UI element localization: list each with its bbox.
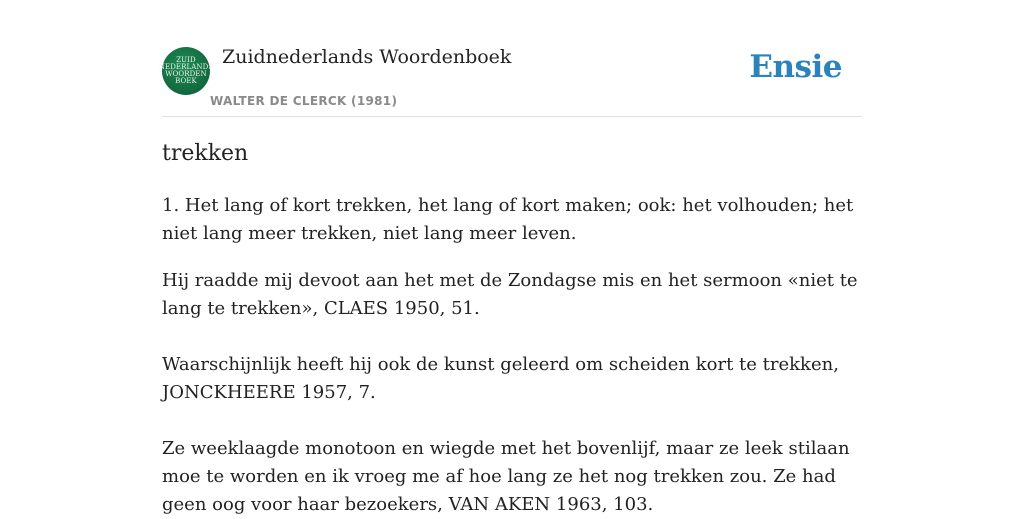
logo-line: WOORDEN <box>165 70 207 78</box>
entry-example: Ze weeklaagde monotoon en wiegde met het bovenlijf, maar ze leek stilaan moe te worden en ik vroeg me af hoe lang ze het nog trekken zou. Ze had geen oog voor haar bezoekers, VAN AKEN 1963, 103. <box>162 438 850 515</box>
entry-definition: 1. Het lang of kort trekken, het lang of kort maken; ook: het volhouden; het niet lang meer trekken, niet lang meer leven. <box>162 195 854 244</box>
dictionary-author: WALTER DE CLERCK (1981) <box>210 94 398 108</box>
brand-logo-link[interactable]: Ensie <box>749 49 842 85</box>
logo-line: BOEK <box>175 77 197 85</box>
entry-headword: trekken <box>162 141 249 166</box>
entry-example: Waarschijnlijk heeft hij ook de kunst geleerd om scheiden kort te trekken, JONCKHEERE 1957, 7. <box>162 354 839 403</box>
logo-line: ZUID <box>176 56 196 64</box>
dictionary-logo[interactable] <box>158 47 214 95</box>
dictionary-header <box>158 40 862 117</box>
logo-line: NEDERLANDS <box>158 63 214 71</box>
entry-content <box>162 138 864 519</box>
dictionary-title-link[interactable]: Zuidnederlands Woordenboek <box>222 46 512 68</box>
entry-example: Hij raadde mij devoot aan het met de Zondagse mis en het sermoon «niet te lang te trekken», CLAES 1950, 51. <box>162 270 858 319</box>
